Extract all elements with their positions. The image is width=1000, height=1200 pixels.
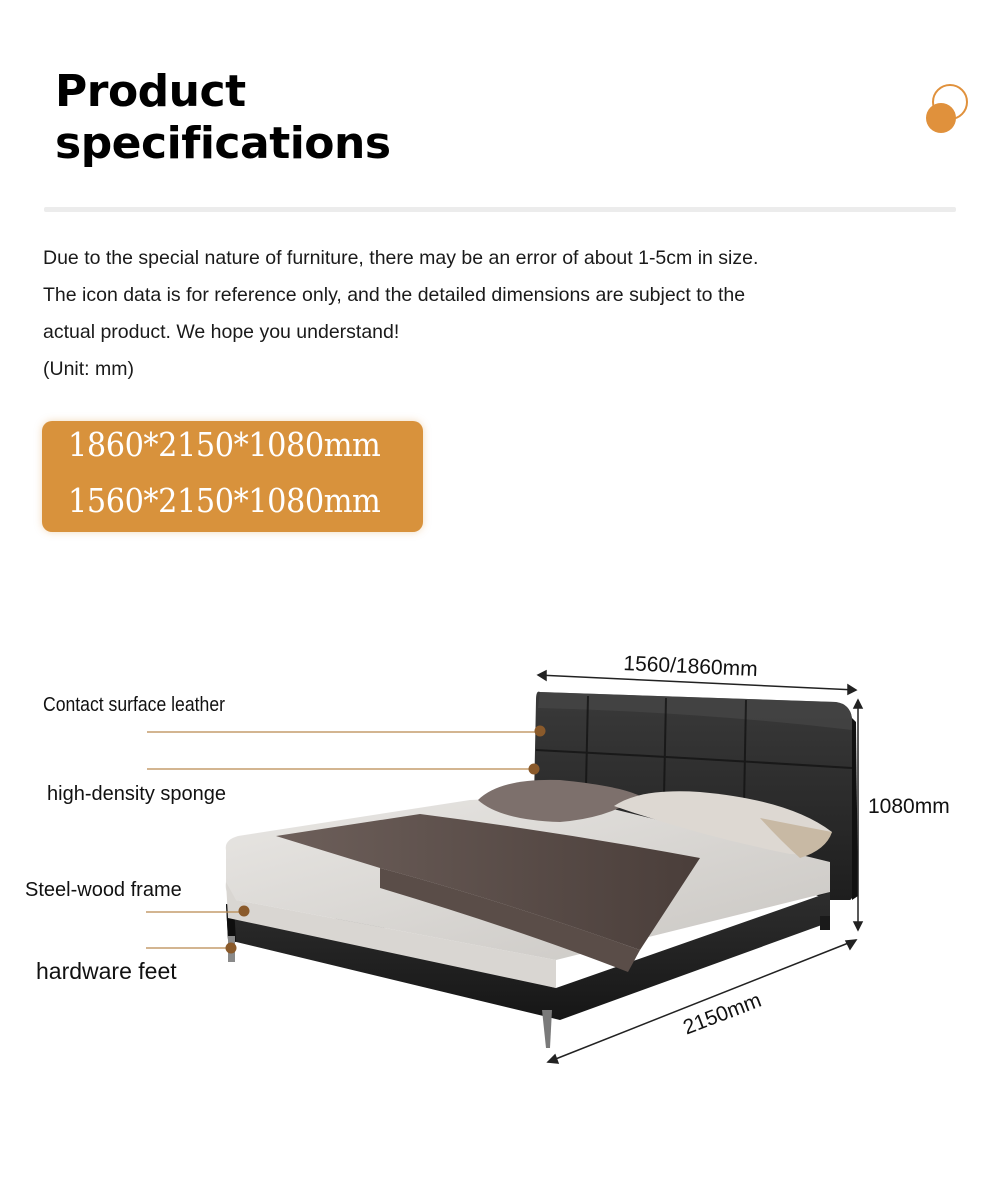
dimension-width-label: 1560/1860mm — [622, 652, 759, 682]
callout-feet-label: hardware feet — [36, 958, 177, 984]
size-option-large: 1860*2150*1080mm — [68, 425, 381, 464]
disclaimer-line-1: Due to the special nature of furniture, there may be an error of about 1-5cm in size. — [43, 247, 759, 269]
unit-note: (Unit: mm) — [43, 358, 134, 380]
title-line-2: specifications — [55, 118, 391, 169]
size-disclaimer — [43, 240, 903, 388]
size-option-small: 1560*2150*1080mm — [68, 481, 381, 520]
bed-illustration — [0, 600, 1000, 1100]
size-options-box — [42, 421, 423, 532]
disclaimer-line-3: actual product. We hope you understand! — [43, 321, 400, 343]
callout-frame-label: Steel-wood frame — [25, 879, 182, 901]
callout-sponge-label: high-density sponge — [47, 783, 227, 805]
divider — [44, 207, 956, 212]
dimension-length-label: 2150mm — [680, 988, 765, 1040]
decorative-circles-icon — [926, 84, 974, 136]
page-title — [55, 66, 391, 170]
disclaimer-line-2: The icon data is for reference only, and the detailed dimensions are subject to the — [43, 284, 746, 306]
title-line-1: Product — [55, 66, 246, 117]
dimension-height-label: 1080mm — [868, 795, 950, 818]
callout-leather-label: Contact surface leather — [43, 694, 225, 716]
dot-shape — [926, 103, 956, 133]
